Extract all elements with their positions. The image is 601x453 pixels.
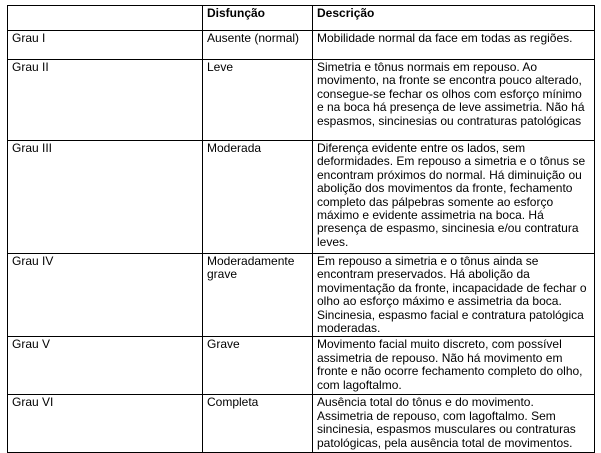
dysfunction-cell: Moderadamente grave: [203, 254, 313, 337]
table-row: [8, 254, 595, 337]
description-cell: Em repouso a simetria e o tônus ainda se encontram preservados. Há abolição da movimentação da fronte, incapacidade de fechar o olho ao esforço máximo e assimetria da boca. Sincinesia, espasmo facial e contratura patológica moderadas.: [313, 254, 595, 337]
grade-cell: Grau III: [8, 141, 203, 254]
header-grade: [8, 6, 203, 31]
header-description: Descrição: [313, 6, 595, 31]
description-cell: Diferença evidente entre os lados, sem deformidades. Em repouso a simetria e o tônus se encontram próximos do normal. Há diminuição ou abolição dos movimentos da fronte, fechamento completo das pálpebras somente ao esforço máximo e evidente assimetria na boca. Há presença de espasmo, sincinesia e/ou contratura leves.: [313, 141, 595, 254]
description-cell: Movimento facial muito discreto, com possível assimetria de repouso. Não há movimento em fronte e não ocorre fechamento completo do olho, com lagoftalmo.: [313, 337, 595, 395]
facial-palsy-grading-table-container: [7, 5, 594, 453]
grade-cell: Grau VI: [8, 395, 203, 453]
dysfunction-cell: Leve: [203, 60, 313, 141]
table-row: [8, 141, 595, 254]
grade-cell: Grau V: [8, 337, 203, 395]
grade-cell: Grau IV: [8, 254, 203, 337]
grade-cell: Grau II: [8, 60, 203, 141]
facial-palsy-grading-table: [7, 5, 595, 453]
grade-cell: Grau I: [8, 31, 203, 60]
description-cell: Simetria e tônus normais em repouso. Ao movimento, na fronte se encontra pouco alterado, consegue-se fechar os olhos com esforço mínimo e na boca há presença de leve assimetria. Não há espasmos, sincinesias ou contraturas patológicas: [313, 60, 595, 141]
dysfunction-cell: Ausente (normal): [203, 31, 313, 60]
table-row: [8, 60, 595, 141]
table-row: [8, 395, 595, 453]
dysfunction-cell: Moderada: [203, 141, 313, 254]
dysfunction-cell: Grave: [203, 337, 313, 395]
header-dysfunction: Disfunção: [203, 6, 313, 31]
dysfunction-cell: Completa: [203, 395, 313, 453]
table-header-row: [8, 6, 595, 31]
description-cell: Ausência total do tônus e do movimento. Assimetria de repouso, com lagoftalmo. Sem sincinesia, espasmos musculares ou contraturas patológicas, pela ausência total de movimentos.: [313, 395, 595, 453]
table-row: [8, 337, 595, 395]
description-cell: Mobilidade normal da face em todas as regiões.: [313, 31, 595, 60]
table-row: [8, 31, 595, 60]
